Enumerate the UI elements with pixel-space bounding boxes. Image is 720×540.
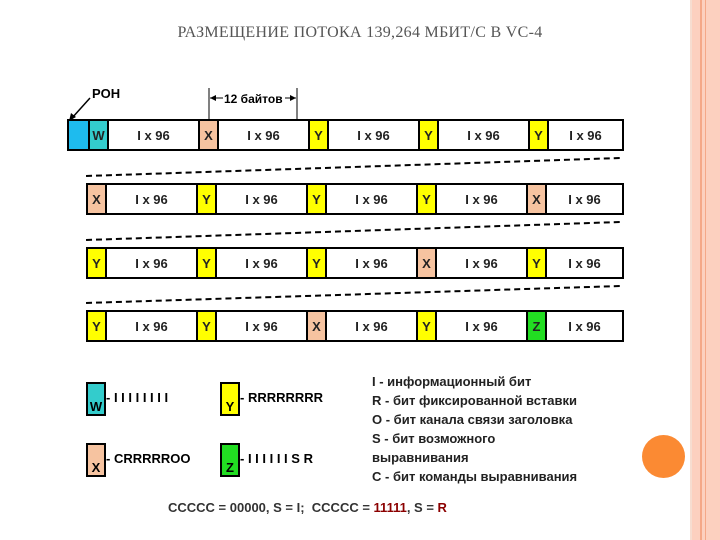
- slide-border-decoration: [690, 0, 720, 540]
- info-cell: I x 96: [107, 185, 198, 213]
- overhead-cell-y: Y: [308, 249, 327, 277]
- key-x-swatch: [86, 443, 106, 477]
- legend-item: S - бит возможного: [372, 431, 496, 446]
- key-y-letter: Y: [225, 399, 235, 414]
- key-w-text: - I I I I I I I I: [106, 390, 169, 405]
- overhead-cell-x: X: [200, 121, 219, 149]
- slide-title: РАЗМЕЩЕНИЕ ПОТОКА 139,264 МБИТ/С В VC-4: [177, 24, 543, 41]
- info-cell: I x 96: [437, 249, 528, 277]
- row-continuation-line: [86, 157, 620, 177]
- info-cell: I x 96: [217, 312, 308, 340]
- legend-item: R - бит фиксированной вставки: [372, 393, 578, 408]
- info-cell: I x 96: [547, 312, 622, 340]
- info-cell: I x 96: [437, 185, 528, 213]
- overhead-cell-y: Y: [308, 185, 327, 213]
- formula: CCCCC = 00000, S = I; CCCCC = 11111, S = R: [168, 500, 447, 515]
- key-x-letter: X: [91, 460, 101, 475]
- info-cell: I x 96: [549, 121, 622, 149]
- overhead-cell-y: Y: [418, 312, 437, 340]
- overhead-cell-y: Y: [310, 121, 329, 149]
- legend-item: выравнивания: [372, 450, 469, 465]
- info-cell: I x 96: [327, 185, 418, 213]
- key-w-swatch: [86, 382, 106, 416]
- row-continuation-line: [86, 285, 620, 304]
- frame-row: [67, 119, 624, 151]
- overhead-cell-x: X: [528, 185, 547, 213]
- legend-item: I - информационный бит: [372, 374, 532, 389]
- overhead-cell-y: Y: [88, 312, 107, 340]
- info-cell: I x 96: [219, 121, 310, 149]
- key-x-text: - CRRRRROO: [106, 451, 191, 466]
- info-cell: I x 96: [217, 249, 308, 277]
- frame-row: [86, 247, 624, 279]
- info-cell: I x 96: [547, 249, 622, 277]
- info-cell: I x 96: [329, 121, 420, 149]
- key-y-text: - RRRRRRRR: [240, 390, 324, 405]
- overhead-cell-w: W: [90, 121, 109, 149]
- overhead-cell-poh: [69, 121, 90, 149]
- info-cell: I x 96: [327, 312, 418, 340]
- info-cell: I x 96: [217, 185, 308, 213]
- overhead-cell-z: Z: [528, 312, 547, 340]
- key-z-text: - I I I I I I S R: [240, 451, 313, 466]
- legend-item: O - бит канала связи заголовка: [372, 412, 573, 427]
- key-z-swatch: [220, 443, 240, 477]
- overhead-cell-y: Y: [198, 312, 217, 340]
- overhead-cell-y: Y: [418, 185, 437, 213]
- legend-item: C - бит команды выравнивания: [372, 469, 578, 484]
- frame-row: [86, 310, 624, 342]
- overhead-cell-y: Y: [530, 121, 549, 149]
- overhead-cell-x: X: [308, 312, 327, 340]
- info-cell: I x 96: [437, 312, 528, 340]
- overhead-cell-x: X: [418, 249, 437, 277]
- span-label: 12 байтов: [224, 92, 283, 106]
- overhead-cell-y: Y: [528, 249, 547, 277]
- poh-label: POH: [92, 86, 121, 101]
- overhead-cell-y: Y: [420, 121, 439, 149]
- overhead-cell-y: Y: [198, 249, 217, 277]
- info-cell: I x 96: [107, 312, 198, 340]
- overhead-cell-y: Y: [88, 249, 107, 277]
- bit-legend: [372, 372, 577, 486]
- overhead-cell-x: X: [88, 185, 107, 213]
- info-cell: I x 96: [547, 185, 622, 213]
- key-z-letter: Z: [226, 460, 234, 475]
- row-continuation-line: [86, 221, 620, 241]
- overhead-cell-y: Y: [198, 185, 217, 213]
- frame-row: [86, 183, 624, 215]
- info-cell: I x 96: [109, 121, 200, 149]
- info-cell: I x 96: [327, 249, 418, 277]
- key-w-letter: W: [89, 399, 103, 414]
- info-cell: I x 96: [439, 121, 530, 149]
- info-cell: I x 96: [107, 249, 198, 277]
- decorative-circle: [642, 435, 685, 478]
- key-y-swatch: [220, 382, 240, 416]
